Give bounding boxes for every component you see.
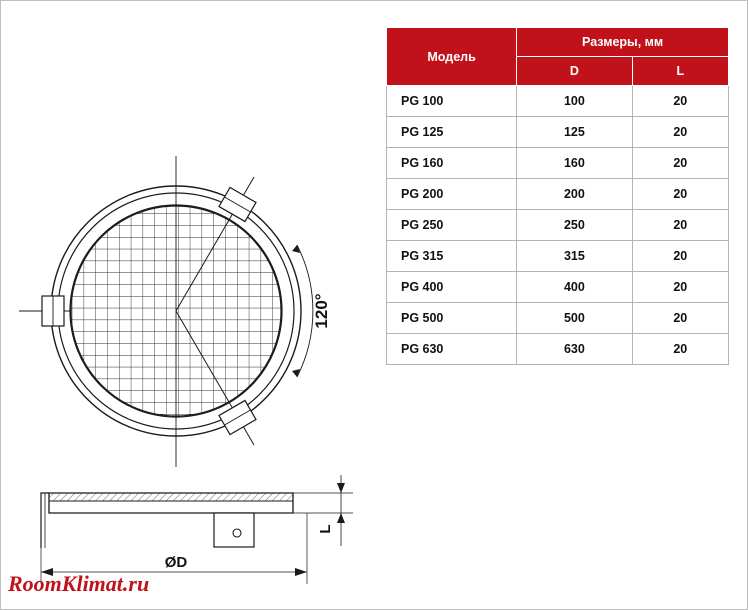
cell-model: PG 125 <box>387 117 517 148</box>
site-watermark: RoomKlimat.ru <box>8 571 150 596</box>
cell-d: 160 <box>517 148 632 179</box>
table-header-row-1 <box>387 28 729 57</box>
cell-model: PG 160 <box>387 148 517 179</box>
cell-l: 20 <box>632 86 728 117</box>
cell-d: 200 <box>517 179 632 210</box>
length-label: L <box>317 524 334 534</box>
cell-l: 20 <box>632 210 728 241</box>
cell-model: PG 200 <box>387 179 517 210</box>
dimension-L <box>293 475 353 546</box>
table-row <box>387 179 729 210</box>
header-d: D <box>517 57 632 86</box>
side-view-grille <box>41 475 353 584</box>
cell-d: 315 <box>517 241 632 272</box>
cell-model: PG 500 <box>387 303 517 334</box>
cell-d: 400 <box>517 272 632 303</box>
angle-label: 120° <box>312 293 331 329</box>
drawing-svg <box>1 1 381 609</box>
cell-model: PG 100 <box>387 86 517 117</box>
cell-l: 20 <box>632 241 728 272</box>
header-l: L <box>632 57 728 86</box>
table-body <box>387 86 729 365</box>
cell-model: PG 250 <box>387 210 517 241</box>
mesh-grid <box>61 196 296 431</box>
cell-l: 20 <box>632 272 728 303</box>
cell-model: PG 315 <box>387 241 517 272</box>
cell-l: 20 <box>632 179 728 210</box>
cell-d: 100 <box>517 86 632 117</box>
table-row <box>387 86 729 117</box>
table-row <box>387 334 729 365</box>
cell-d: 630 <box>517 334 632 365</box>
cell-l: 20 <box>632 303 728 334</box>
cell-d: 250 <box>517 210 632 241</box>
table-row <box>387 117 729 148</box>
table-row <box>387 148 729 179</box>
specifications-table <box>386 27 729 365</box>
table-row <box>387 272 729 303</box>
table-row <box>387 241 729 272</box>
center-bracket <box>214 513 254 547</box>
cell-model: PG 400 <box>387 272 517 303</box>
top-view-grille <box>19 156 331 467</box>
angle-arc <box>297 245 313 377</box>
cell-l: 20 <box>632 148 728 179</box>
header-dimensions: Размеры, мм <box>517 28 729 57</box>
mounting-tab-left <box>42 296 64 326</box>
header-model: Модель <box>387 28 517 86</box>
cell-d: 500 <box>517 303 632 334</box>
cell-l: 20 <box>632 117 728 148</box>
table-row <box>387 210 729 241</box>
diameter-label: ØD <box>164 554 188 571</box>
table-row <box>387 303 729 334</box>
cell-d: 125 <box>517 117 632 148</box>
technical-drawing <box>1 1 381 609</box>
cell-model: PG 630 <box>387 334 517 365</box>
cell-l: 20 <box>632 334 728 365</box>
